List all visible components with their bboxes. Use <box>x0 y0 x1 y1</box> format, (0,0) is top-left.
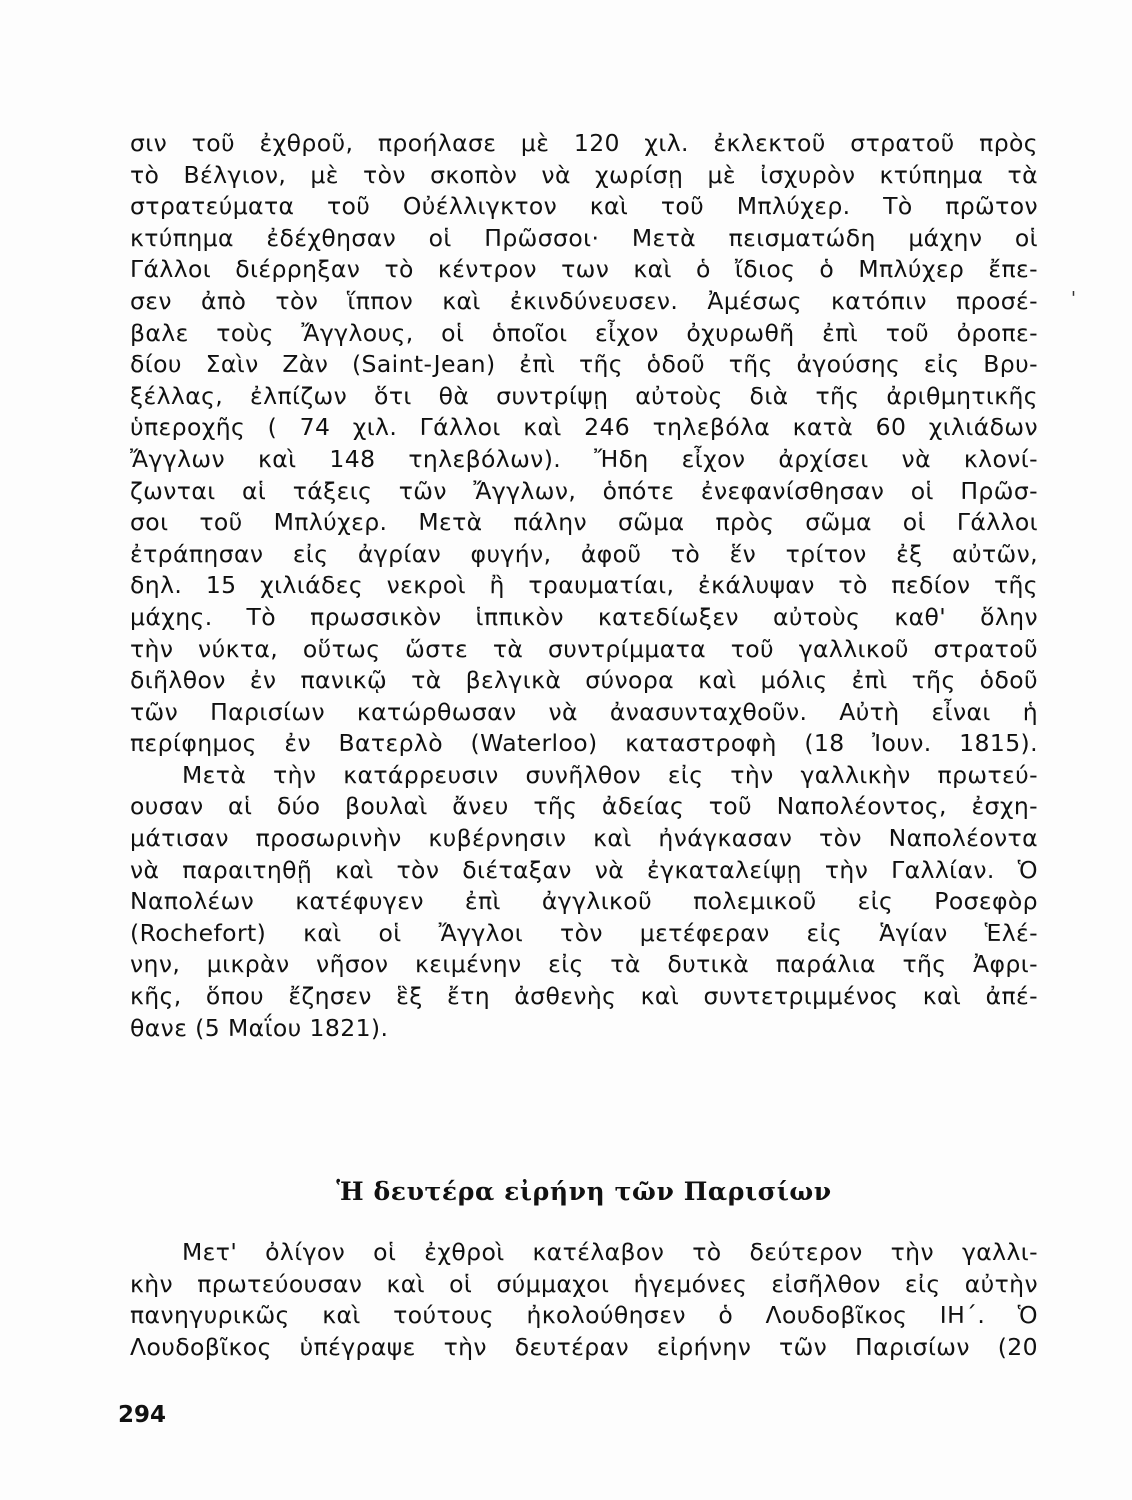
text-line: δηλ. 15 χιλιάδες νεκροὶ ἢ τραυματίαι, ἐκάλυψαν τὸ πεδίον τῆς <box>130 571 1038 600</box>
text-line: βαλε τοὺς Ἄγγλους, οἱ ὁποῖοι εἶχον ὀχυρωθῆ ἐπὶ τοῦ ὀροπε- <box>130 318 1038 347</box>
body-text-upper <box>130 128 1038 1044</box>
text-line: περίφημος ἐν Βατερλὸ (Waterloo) καταστροφὴ (18 Ἰουν. 1815). <box>130 729 1038 758</box>
text-line: Μετὰ τὴν κατάρρευσιν συνῆλθον εἰς τὴν γαλλικὴν πρωτεύ- <box>182 760 1038 789</box>
text-line: ἐτράπησαν εἰς ἀγρίαν φυγήν, ἀφοῦ τὸ ἕν τρίτον ἐξ αὐτῶν, <box>130 539 1038 568</box>
text-line: τῶν Παρισίων κατώρθωσαν νὰ ἀνασυνταχθοῦν. Αὐτὴ εἶναι ἡ <box>130 697 1038 726</box>
section-heading: Ἡ δευτέρα εἰρήνη τῶν Παρισίων <box>336 1177 832 1206</box>
text-line: (Rochefort) καὶ οἱ Ἄγγλοι τὸν μετέφεραν εἰς Ἁγίαν Ἑλέ- <box>130 918 1038 947</box>
text-line: Γάλλοι διέρρηξαν τὸ κέντρον των καὶ ὁ ἴδιος ὁ Μπλύχερ ἔπε- <box>130 255 1038 284</box>
text-line: σεν ἀπὸ τὸν ἵππον καὶ ἐκινδύνευσεν. Ἀμέσως κατόπιν προσέ- <box>130 286 1038 315</box>
text-line: σιν τοῦ ἐχθροῦ, προήλασε μὲ 120 χιλ. ἐκλεκτοῦ στρατοῦ πρὸς <box>130 129 1038 157</box>
text-line: τὸ Βέλγιον, μὲ τὸν σκοπὸν νὰ χωρίσῃ μὲ ἰσχυρὸν κτύπημα τὰ <box>130 160 1038 189</box>
text-line: διῆλθον ἐν πανικῷ τὰ βελγικὰ σύνορα καὶ μόλις ἐπὶ τῆς ὁδοῦ <box>130 666 1038 695</box>
text-line: Ναπολέων κατέφυγεν ἐπὶ ἀγγλικοῦ πολεμικοῦ εἰς Ροσεφὸρ <box>130 887 1038 916</box>
paragraph-abdication <box>130 760 1038 1044</box>
page-number: 294 <box>118 1402 167 1428</box>
text-line: στρατεύματα τοῦ Οὐέλλιγκτον καὶ τοῦ Μπλύχερ. Τὸ πρῶτον <box>130 192 1038 221</box>
text-line: κὴν πρωτεύουσαν καὶ οἱ σύμμαχοι ἡγεμόνες εἰσῆλθον εἰς αὐτὴν <box>130 1269 1038 1298</box>
text-line: μάτισαν προσωρινὴν κυβέρνησιν καὶ ἠνάγκασαν τὸν Ναπολέοντα <box>130 824 1038 853</box>
text-line: πανηγυρικῶς καὶ τούτους ἠκολούθησεν ὁ Λουδοβῖκος ΙΗ΄. Ὁ <box>130 1301 1038 1330</box>
text-line: κτύπημα ἐδέχθησαν οἱ Πρῶσσοι· Μετὰ πεισματώδη μάχην οἱ <box>130 223 1038 252</box>
text-line: Λουδοβῖκος ὑπέγραψε τὴν δευτέραν εἰρήνην τῶν Παρισίων (20 <box>130 1332 1038 1361</box>
margin-tick-mark: ' <box>1071 288 1076 309</box>
text-line: σοι τοῦ Μπλύχερ. Μετὰ πάλην σῶμα πρὸς σῶμα οἱ Γάλλοι <box>130 508 1038 537</box>
text-line: κῆς, ὅπου ἔζησεν ἓξ ἔτη ἀσθενὴς καὶ συντετριμμένος καὶ ἀπέ- <box>130 982 1038 1011</box>
text-line: μάχης. Τὸ πρωσσικὸν ἱππικὸν κατεδίωξεν αὐτοὺς καθ' ὅλην <box>130 602 1038 631</box>
text-line: Ἄγγλων καὶ 148 τηλεβόλων). Ἤδη εἶχον ἀρχίσει νὰ κλονί- <box>130 444 1038 473</box>
paragraph-waterloo <box>130 128 1038 760</box>
text-line: ὑπεροχῆς ( 74 χιλ. Γάλλοι καὶ 246 τηλεβόλα κατὰ 60 χιλιάδων <box>130 413 1038 442</box>
text-line: Μετ' ὀλίγον οἱ ἐχθροὶ κατέλαβον τὸ δεύτερον τὴν γαλλι- <box>182 1238 1038 1266</box>
paragraph-second-peace <box>130 1237 1038 1363</box>
text-line: θανε (5 Μαΐου 1821). <box>130 1013 389 1042</box>
text-line: ζωνται αἱ τάξεις τῶν Ἄγγλων, ὁπότε ἐνεφανίσθησαν οἱ Πρῶσ- <box>130 476 1038 505</box>
text-line: δίου Σαὶν Ζὰν (Saint-Jean) ἐπὶ τῆς ὁδοῦ τῆς ἀγούσης εἰς Βρυ- <box>130 350 1038 379</box>
text-line: ουσαν αἱ δύο βουλαὶ ἄνευ τῆς ἀδείας τοῦ Ναπολέοντος, ἐσχη- <box>130 792 1038 821</box>
text-line: νην, μικρὰν νῆσον κειμένην εἰς τὰ δυτικὰ παράλια τῆς Ἀφρι- <box>130 950 1038 979</box>
text-line: ξέλλας, ἐλπίζων ὅτι θὰ συντρίψῃ αὐτοὺς διὰ τῆς ἀριθμητικῆς <box>130 381 1038 410</box>
text-line: τὴν νύκτα, οὕτως ὥστε τὰ συντρίμματα τοῦ γαλλικοῦ στρατοῦ <box>130 634 1038 663</box>
text-line: νὰ παραιτηθῇ καὶ τὸν διέταξαν νὰ ἐγκαταλείψῃ τὴν Γαλλίαν. Ὁ <box>130 855 1038 884</box>
